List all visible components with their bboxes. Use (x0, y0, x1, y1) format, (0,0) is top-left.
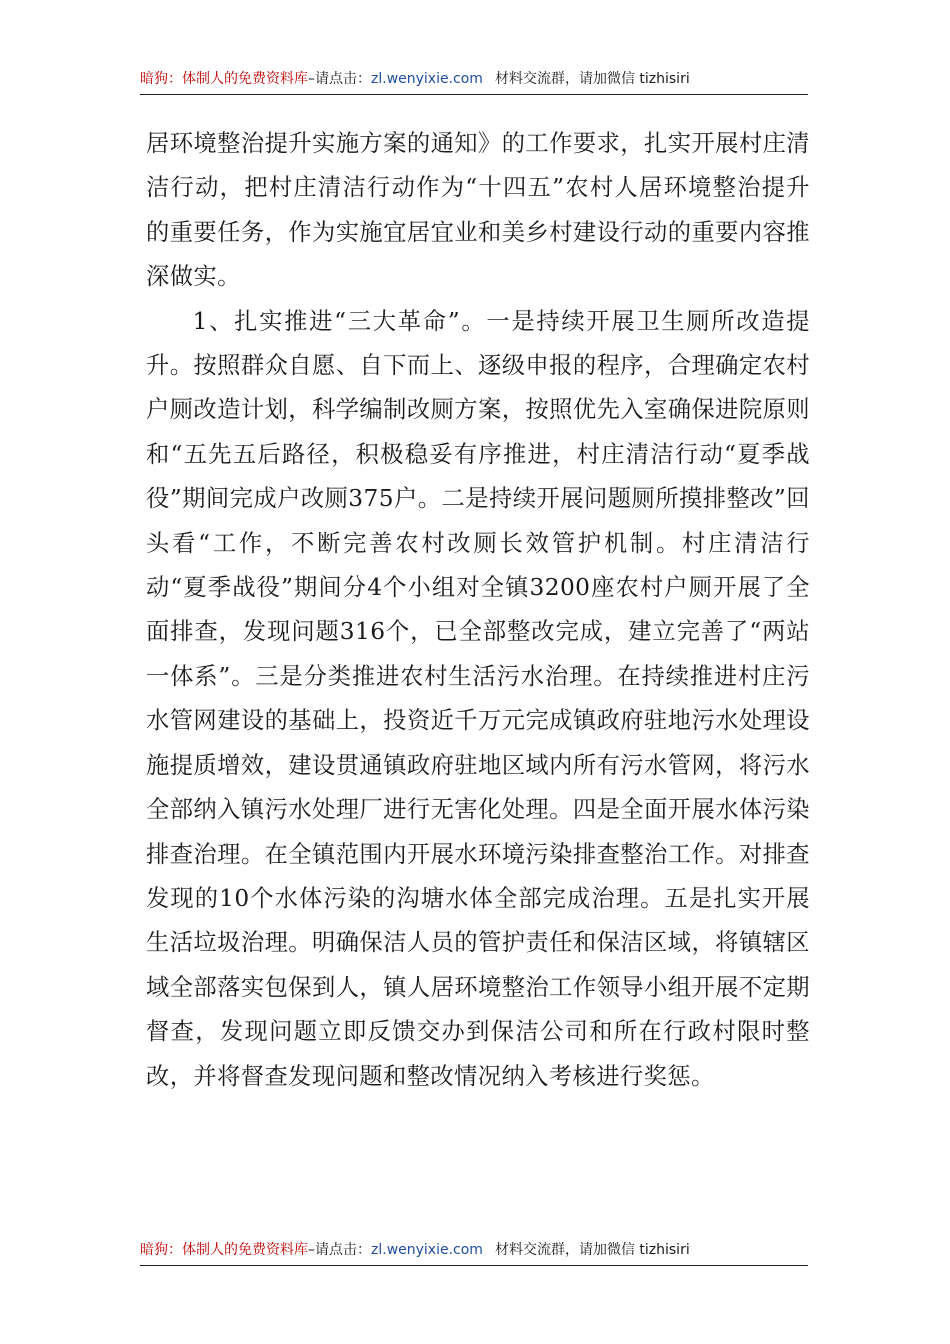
page-header-banner (140, 66, 808, 92)
paragraph-three-revolutions: 1、扎实推进“三大革命”。一是持续开展卫生厕所改造提升。按照群众自愿、自下而上、逐级申报的程序，合理确定农村户厕改造计划，科学编制改厕方案，按照优先入室确保进院原则和“五先五后路径，积极稳妥有序推进，村庄清洁行动“夏季战役”期间完成户改厕375户。二是持续开展问题厕所摸排整改”回头看“工作，不断完善农村改厕长效管护机制。村庄清洁行动“夏季战役”期间分4个小组对全镇3200座农村户厕开展了全面排查，发现问题316个，已全部整改完成，建立完善了“两站一体系”。三是分类推进农村生活污水治理。在持续推进村庄污水管网建设的基础上，投资近千万元完成镇政府驻地污水处理设施提质增效，建设贯通镇政府驻地区域内所有污水管网，将污水全部纳入镇污水处理厂进行无害化处理。四是全面开展水体污染排查治理。在全镇范围内开展水环境污染排查整治工作。对排查发现的10个水体污染的沟塘水体全部完成治理。五是扎实开展生活垃圾治理。明确保洁人员的管护责任和保洁区域，将镇辖区域全部落实包保到人，镇人居环境整治工作领导小组开展不定期督查，发现问题立即反馈交办到保洁公司和所在行政村限时整改，并将督查发现问题和整改情况纳入考核进行奖惩。 (146, 307, 810, 1090)
footer-divider (140, 1265, 808, 1266)
header-link[interactable]: zl.wenyixie.com (371, 71, 483, 87)
footer-brand: 暗狗：体制人的免费资料库 (140, 1242, 308, 1258)
footer-contact: 材料交流群，请加微信 tizhisiri (494, 1242, 690, 1258)
document-body (146, 122, 810, 1099)
header-cta: –请点击： (308, 71, 371, 87)
paragraph-continuation: 居环境整治提升实施方案的通知》的工作要求，扎实开展村庄清洁行动，把村庄清洁行动作为“十四五”农村人居环境整治提升的重要任务，作为实施宜居宜业和美乡村建设行动的重要内容推深做实。 (146, 130, 810, 291)
footer-cta: –请点击： (308, 1242, 371, 1258)
page-footer-banner (140, 1237, 808, 1263)
header-brand: 暗狗：体制人的免费资料库 (140, 71, 308, 87)
header-divider (140, 94, 808, 95)
footer-link[interactable]: zl.wenyixie.com (371, 1242, 483, 1258)
header-contact: 材料交流群，请加微信 tizhisiri (494, 71, 690, 87)
